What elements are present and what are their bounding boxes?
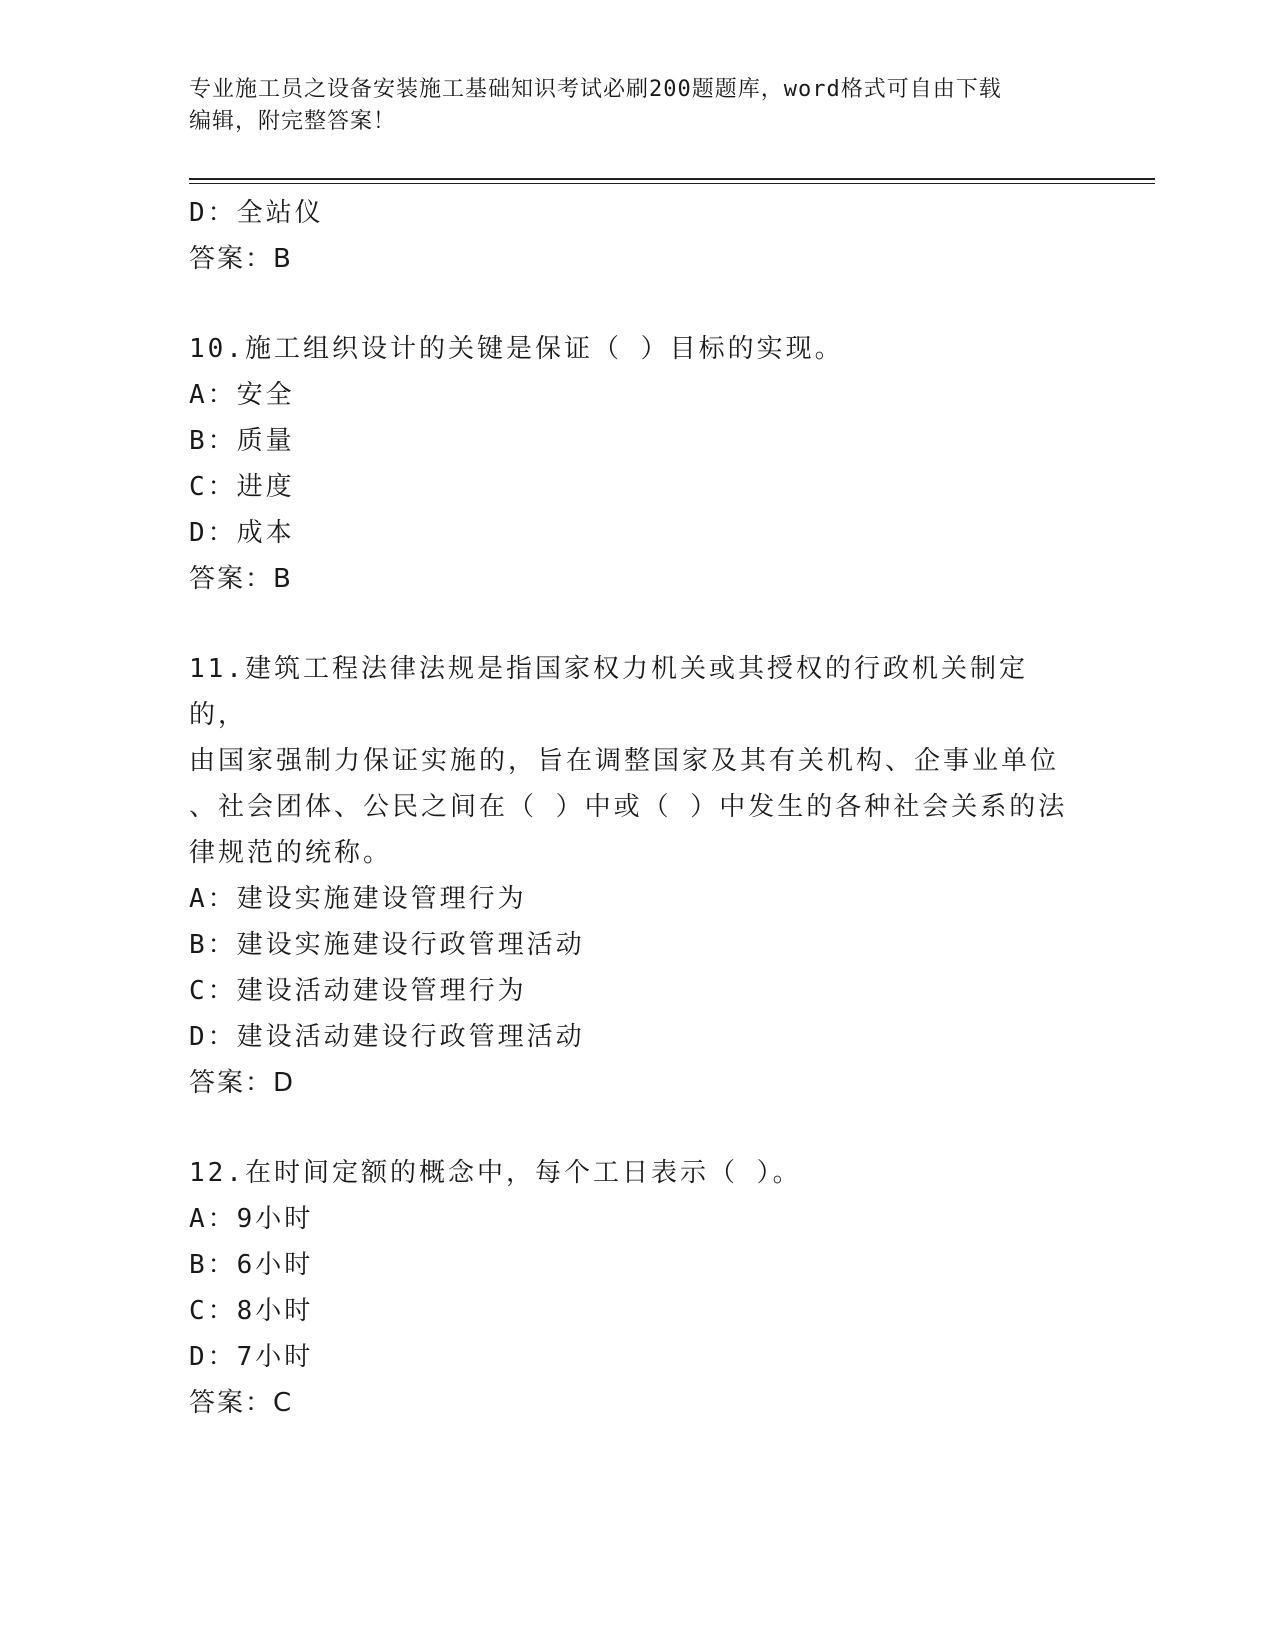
option-a: A：9小时 [189,1204,314,1234]
question-stem-line-4: 律规范的统称。 [189,838,393,868]
option-d: D：7小时 [189,1342,314,1372]
header-divider-thin [189,183,1155,184]
spacer [189,1106,1069,1150]
option-d: D：成本 [189,518,295,548]
question-stem-line-1: 11.建筑工程法律法规是指国家权力机关或其授权的行政机关制定的， [189,654,1028,730]
spacer [189,282,1069,326]
question-9-tail [189,190,1069,282]
option-c: C：建设活动建设管理行为 [189,976,527,1006]
question-10 [189,326,1069,602]
spacer [189,602,1069,646]
answer-line: 答案：B [189,564,293,594]
option-b: B：质量 [189,426,295,456]
option-c: C：进度 [189,472,295,502]
option-a: A：建设实施建设管理行为 [189,884,527,914]
header-line-2: 编辑，附完整答案！ [189,109,397,134]
option-c: C：8小时 [189,1296,314,1326]
question-stem: 10.施工组织设计的关键是保证（ ）目标的实现。 [189,334,844,364]
option-d: D：全站仪 [189,198,324,228]
header-line-1: 专业施工员之设备安装施工基础知识考试必刷200题题库，word格式可自由下载 [189,77,1002,102]
option-d: D：建设活动建设行政管理活动 [189,1022,585,1052]
question-11 [189,646,1069,1106]
question-list [189,190,1069,1426]
option-a: A：安全 [189,380,295,410]
document-header [189,74,1069,138]
question-stem-line-2: 由国家强制力保证实施的，旨在调整国家及其有关机构、企事业单位 [189,746,1060,776]
answer-line: 答案：B [189,244,293,274]
question-stem: 12.在时间定额的概念中，每个工日表示（ ）。 [189,1158,802,1188]
option-b: B：6小时 [189,1250,314,1280]
option-b: B：建设实施建设行政管理活动 [189,930,585,960]
question-12 [189,1150,1069,1426]
header-divider-thick [189,178,1155,180]
answer-line: 答案：C [189,1388,294,1418]
question-stem-line-3: 、社会团体、公民之间在（ ）中或（ ）中发生的各种社会关系的法 [189,792,1068,822]
answer-line: 答案：D [189,1068,296,1098]
